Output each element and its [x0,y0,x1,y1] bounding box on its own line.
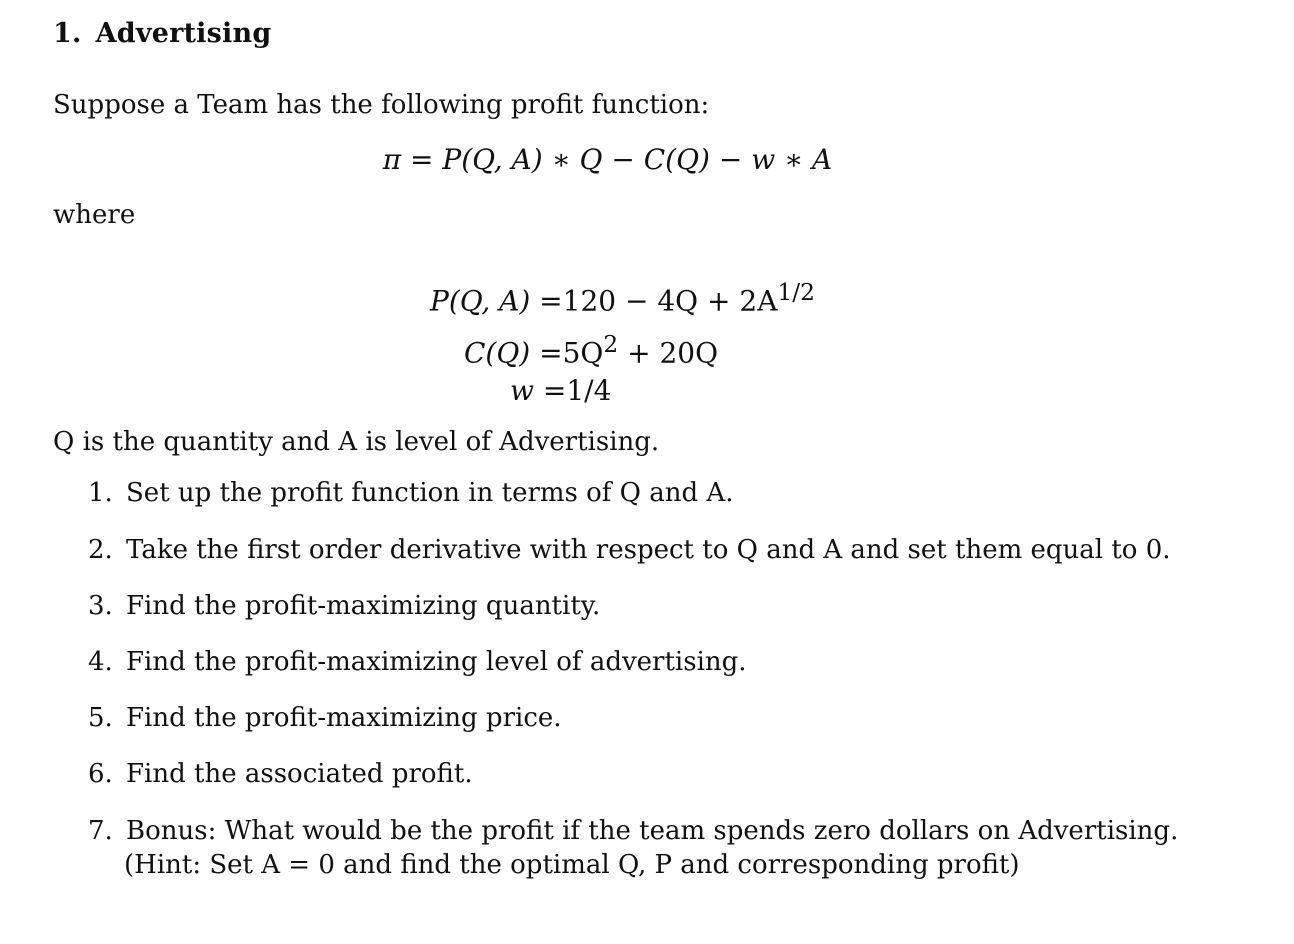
section-title-text: Advertising [95,18,272,49]
list-item-number: 5. [88,703,113,733]
list-item [88,703,562,733]
definitions-paragraph: Q is the quantity and A is level of Advertising. [53,427,660,457]
list-item-number: 4. [88,647,113,677]
intro-paragraph: Suppose a Team has the following profit function: [53,90,710,120]
section-number: 1. [53,18,82,49]
list-item-text: Set up the profit function in terms of Q and A. [126,478,734,508]
price-equation-exponent: 1/2 [777,278,815,306]
list-item-number: 7. [88,816,113,846]
list-item-number: 1. [88,478,113,508]
price-equation [430,278,815,317]
section-heading [53,18,271,49]
cost-equation-lhs: C(Q) = [464,336,563,370]
wage-equation-rhs: 1/4 [566,374,612,407]
list-item-text: Find the profit-maximizing level of advertising. [126,647,747,677]
list-item-text: Take the first order derivative with respect to Q and A and set them equal to 0. [126,535,1171,565]
list-item-text: Find the profit-maximizing quantity. [126,591,601,621]
price-equation-rhs: 120 − 4Q + 2A [562,284,778,318]
cost-equation-exponent: 2 [603,330,619,358]
wage-equation [510,374,611,407]
list-item-text: Bonus: What would be the profit if the team spends zero dollars on Advertising. [126,816,1179,846]
wage-equation-lhs: w = [510,374,567,407]
list-item-text: Find the profit-maximizing price. [126,703,562,733]
list-item [88,759,473,789]
list-item-text: Find the associated profit. [126,759,473,789]
profit-equation-text: π = P(Q, A) ∗ Q − C(Q) − w ∗ A [382,143,833,176]
list-item [88,591,600,621]
profit-equation [0,143,1215,176]
price-equation-lhs: P(Q, A) = [430,284,563,318]
cost-equation-tail: + 20Q [618,336,719,370]
list-item [88,478,733,508]
where-label: where [53,200,136,230]
list-item-number: 6. [88,759,113,789]
cost-equation-rhs: 5Q [562,336,604,370]
list-item [88,816,1178,880]
list-item [88,535,1171,565]
list-item-number: 2. [88,535,113,565]
list-item [88,647,747,677]
cost-equation [464,330,718,369]
list-item-number: 3. [88,591,113,621]
bonus-hint: (Hint: Set A = 0 and find the optimal Q, P and corresponding profit) [124,850,1020,880]
